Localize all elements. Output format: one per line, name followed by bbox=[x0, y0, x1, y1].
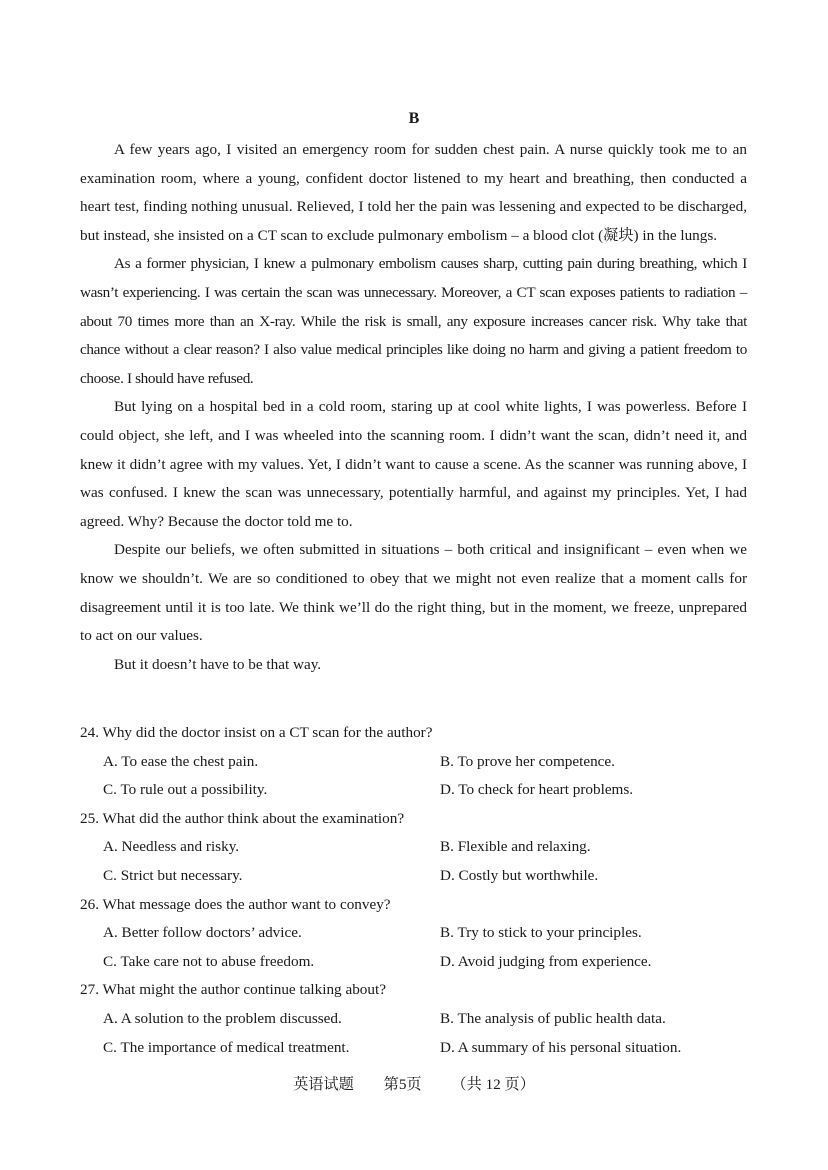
footer-page-number: 第5页 bbox=[383, 1076, 422, 1093]
reading-passage bbox=[80, 136, 747, 679]
option-c: C. To rule out a possibility. bbox=[103, 781, 268, 799]
question-stem: 27. What might the author continue talking about? bbox=[80, 981, 386, 999]
option-b: B. Try to stick to your principles. bbox=[440, 924, 642, 942]
footer-subject: 英语试题 bbox=[293, 1076, 354, 1093]
passage-paragraph: But it doesn’t have to be that way. bbox=[114, 655, 322, 673]
option-d: D. Costly but worthwhile. bbox=[440, 866, 599, 884]
option-a: A. To ease the chest pain. bbox=[103, 752, 259, 770]
option-grid bbox=[80, 919, 760, 976]
question-25 bbox=[80, 805, 760, 891]
question-stem: 25. What did the author think about the examination? bbox=[80, 809, 405, 827]
option-a: A. A solution to the problem discussed. bbox=[103, 1009, 342, 1027]
option-a: A. Better follow doctors’ advice. bbox=[103, 924, 302, 942]
question-stem: 26. What message does the author want to convey? bbox=[80, 895, 391, 913]
question-27 bbox=[80, 976, 760, 1062]
option-c: C. Take care not to abuse freedom. bbox=[103, 952, 315, 970]
page-footer bbox=[0, 1073, 828, 1094]
option-c: C. The importance of medical treatment. bbox=[103, 1038, 350, 1056]
passage-paragraph: As a former physician, I knew a pulmonary embolism causes sharp, cutting pain during breathing, which I wasn’t experiencing. I was certain the scan was unnecessary. Moreover, a CT scan exposes patients to radiation – about 70 times more than an X-ray. While the risk is small, any exposure increases cancer risk. Why take that chance without a clear reason? I also value medical principles like doing no harm and giving a patient freedom to choose. I should have refused. bbox=[80, 255, 747, 387]
option-d: D. A summary of his personal situation. bbox=[440, 1038, 682, 1056]
passage-paragraph: But lying on a hospital bed in a cold room, staring up at cool white lights, I was powerless. Before I could object, she left, and I was wheeled into the scanning room. I didn’t want the scan, didn’t need it, and knew it didn’t agree with my values. Yet, I didn’t want to cause a scene. As the scanner was running above, I was confused. I knew the scan was unnecessary, potentially harmful, and against my principles. Yet, I had agreed. Why? Because the doctor told me to. bbox=[80, 398, 747, 530]
question-26 bbox=[80, 891, 760, 977]
option-d: D. Avoid judging from experience. bbox=[440, 952, 652, 970]
passage-paragraph: A few years ago, I visited an emergency room for sudden chest pain. A nurse quickly took me to an examination room, where a young, confident doctor listened to my heart and breathing, then conducted a heart test, finding nothing unusual. Relieved, I told her the pain was lessening and expected to be discharged, but instead, she insisted on a CT scan to exclude pulmonary embolism – a blood clot (凝块) in the lungs. bbox=[80, 141, 747, 244]
option-b: B. To prove her competence. bbox=[440, 752, 615, 770]
question-list bbox=[80, 719, 760, 1062]
footer-total-pages: （共 12 页） bbox=[451, 1076, 535, 1093]
section-title: B bbox=[408, 110, 420, 127]
option-a: A. Needless and risky. bbox=[103, 838, 240, 856]
passage-paragraph: Despite our beliefs, we often submitted in situations – both critical and insignificant – even when we know we shouldn’t. We are so conditioned to obey that we might not even realize that a moment calls for disagreement until it is too late. We think we’ll do the right thing, but in the moment, we freeze, unprepared to act on our values. bbox=[80, 541, 747, 645]
option-grid bbox=[80, 833, 760, 890]
option-b: B. The analysis of public health data. bbox=[440, 1009, 666, 1027]
option-grid bbox=[80, 748, 760, 805]
question-24 bbox=[80, 719, 760, 805]
option-grid bbox=[80, 1005, 760, 1062]
option-b: B. Flexible and relaxing. bbox=[440, 838, 591, 856]
question-stem: 24. Why did the doctor insist on a CT scan for the author? bbox=[80, 724, 433, 741]
option-c: C. Strict but necessary. bbox=[103, 866, 243, 884]
option-d: D. To check for heart problems. bbox=[440, 781, 634, 799]
